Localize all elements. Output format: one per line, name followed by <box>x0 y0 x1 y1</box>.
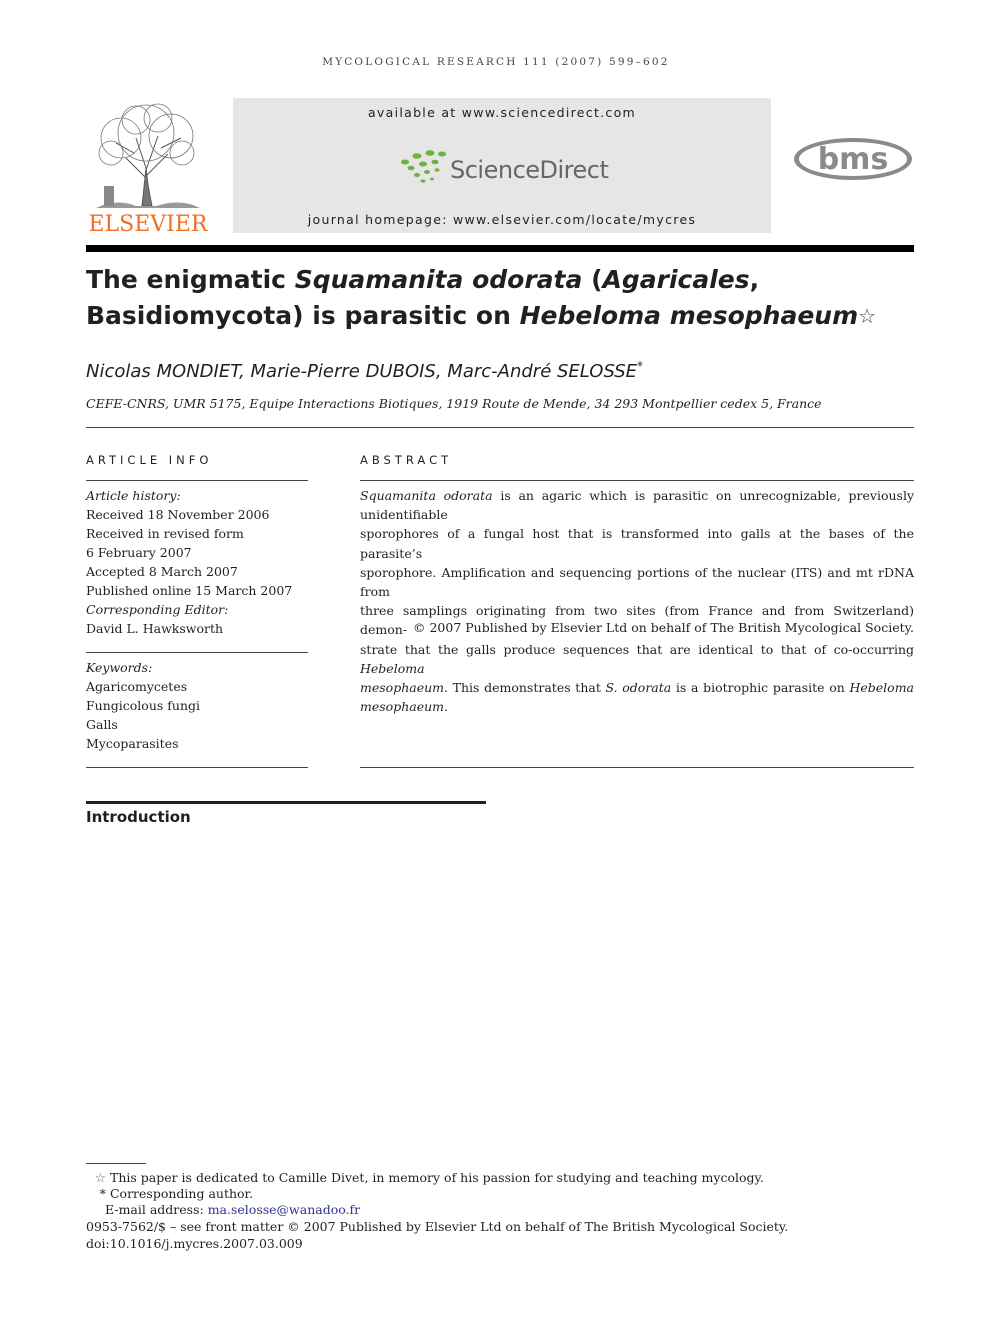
email-link[interactable]: ma.selosse@wanadoo.fr <box>207 1202 361 1217</box>
corresponding-mark[interactable]: * <box>637 359 644 373</box>
bms-society-icon <box>792 136 914 182</box>
intro-heading: Introduction <box>86 808 191 826</box>
abstract-copyright: © 2007 Published by Elsevier Ltd on behalf of The British Mycological Society. <box>412 620 914 635</box>
dedication-star[interactable]: ☆ <box>858 304 877 328</box>
header-divider <box>86 245 914 252</box>
bms-wordmark: bms <box>817 142 889 177</box>
keyword: Agaricomycetes <box>86 679 188 694</box>
keyword: Fungicolous fungi <box>86 698 200 713</box>
divider <box>360 767 914 768</box>
abstract-heading: ABSTRACT <box>360 453 453 467</box>
footnote-dedication: ☆ This paper is dedicated to Camille Divet, in memory of his passion for studying and teaching mycology. <box>94 1170 764 1185</box>
elsevier-logo[interactable] <box>86 98 210 236</box>
divider <box>86 427 914 428</box>
doi-line[interactable]: doi:10.1016/j.mycres.2007.03.009 <box>86 1236 303 1251</box>
journal-homepage[interactable]: journal homepage: www.elsevier.com/locate/mycres <box>307 212 697 227</box>
divider <box>86 767 308 768</box>
footnote-corresponding: * Corresponding author. <box>99 1186 254 1201</box>
article-history: Article history: Received 18 November 2006 Received in revised form 6 February 2007 Accepted 8 March 2007 Published online 15 March 2007 Corresponding Editor: David L. Hawksworth <box>86 488 293 636</box>
footnote-email: E-mail address: ma.selosse@wanadoo.fr <box>105 1202 361 1217</box>
divider <box>86 652 308 653</box>
elsevier-wordmark: ELSEVIER <box>88 212 208 236</box>
footnote-rule <box>86 1163 146 1164</box>
intro-rule <box>86 801 486 804</box>
issn-line: 0953-7562/$ – see front matter © 2007 Published by Elsevier Ltd on behalf of The British Mycological Society. <box>86 1219 789 1234</box>
article-info-heading: ARTICLE INFO <box>86 453 213 467</box>
keywords: Keywords: Agaricomycetes Fungicolous fungi Galls Mycoparasites <box>86 660 200 751</box>
sciencedirect-dots-icon <box>397 148 452 186</box>
elsevier-tree-icon <box>86 98 210 236</box>
article-title: The enigmatic Squamanita odorata (Agaricales, Basidiomycota) is parasitic on Hebeloma mesophaeum☆ <box>86 265 877 330</box>
authors: Nicolas MONDIET, Marie-Pierre DUBOIS, Marc-André SELOSSE* <box>86 359 644 382</box>
divider <box>86 480 308 481</box>
abstract-body: Squamanita odorata is an agaric which is parasitic on unrecognizable, previously unidentifiable sporophores of a fungal host that is transformed into galls at the bases of the parasite’s sporophore. Amplification and sequencing portions of the nuclear (ITS) and mt rDNA from three samplings originating from two sites (from France and from Switzerland) demon- strate that the galls produce sequences that are identical to that of co-occurring Hebeloma mesophaeum. This demonstrates that S. odorata is a biotrophic parasite on Hebeloma mesophaeum. <box>360 488 915 715</box>
bms-logo[interactable] <box>792 136 914 182</box>
sciencedirect-wordmark: ScienceDirect <box>450 156 609 184</box>
available-at-text[interactable]: available at www.sciencedirect.com <box>367 105 637 120</box>
keyword: Galls <box>86 717 118 732</box>
affiliation: CEFE-CNRS, UMR 5175, Equipe Interactions Biotiques, 1919 Route de Mende, 34 293 Montpellier cedex 5, France <box>86 396 822 411</box>
keyword: Mycoparasites <box>86 736 179 751</box>
running-head: MYCOLOGICAL RESEARCH 111 (2007) 599–602 <box>322 56 670 68</box>
divider <box>360 480 914 481</box>
